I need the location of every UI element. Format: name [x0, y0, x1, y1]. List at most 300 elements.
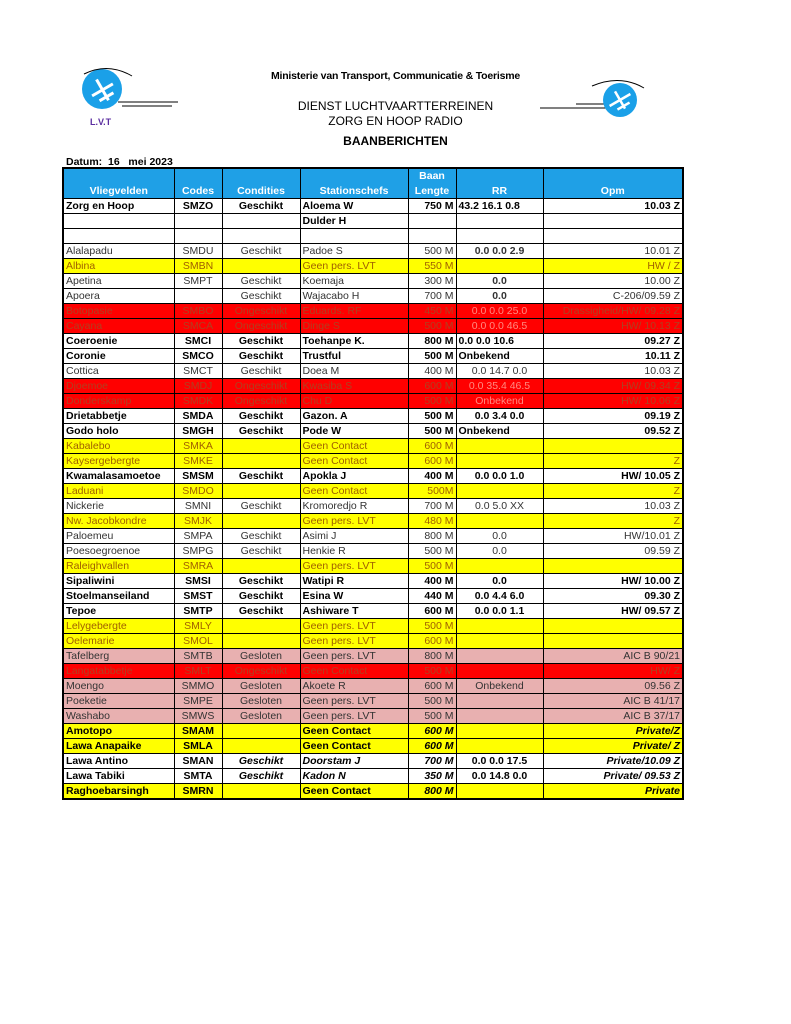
condition: Geschikt: [222, 754, 300, 769]
remarks: Private/ 09.53 Z: [543, 769, 683, 784]
table-row: [63, 574, 683, 589]
station-chief: Geen pers. LVT: [300, 619, 408, 634]
table-row: [63, 754, 683, 769]
remarks: Z: [543, 514, 683, 529]
airfield-name: Zorg en Hoop: [63, 199, 174, 214]
runway-length: 350 M: [408, 769, 456, 784]
runway-length: 800 M: [408, 784, 456, 800]
condition: Geschikt: [222, 349, 300, 364]
table-row: [63, 529, 683, 544]
table-row: [63, 469, 683, 484]
table-row: [63, 709, 683, 724]
airfield-name: Coeroenie: [63, 334, 174, 349]
airfield-code: SMRA: [174, 559, 222, 574]
condition: Geschikt: [222, 274, 300, 289]
table-row: [63, 589, 683, 604]
table-row: [63, 199, 683, 214]
runway-length: 700 M: [408, 754, 456, 769]
airfield-code: [174, 214, 222, 229]
airfield-code: SMKE: [174, 454, 222, 469]
remarks: HW/ 10.06 Z: [543, 394, 683, 409]
airfield-name: Paloemeu: [63, 529, 174, 544]
table-row: [63, 649, 683, 664]
condition: Geschikt: [222, 244, 300, 259]
col-stationschefs: Stationschefs: [300, 183, 408, 199]
airfield-code: [174, 229, 222, 244]
table-row: [63, 484, 683, 499]
rainfall: [456, 259, 543, 274]
airfield-name: Poeketie: [63, 694, 174, 709]
condition: Geschikt: [222, 529, 300, 544]
airfield-name: Laduani: [63, 484, 174, 499]
condition: Ongeschikt: [222, 664, 300, 679]
table-row: [63, 604, 683, 619]
airfield-code: SMNI: [174, 499, 222, 514]
remarks: AIC B 37/17: [543, 709, 683, 724]
table-row: [63, 289, 683, 304]
airfield-name: Lawa Anapaike: [63, 739, 174, 754]
station-chief: Koemaja: [300, 274, 408, 289]
remarks: 10.01 Z: [543, 244, 683, 259]
remarks: Private/ Z: [543, 739, 683, 754]
runway-length: 800 M: [408, 529, 456, 544]
runway-length: 500 M: [408, 664, 456, 679]
airfield-code: SMPE: [174, 694, 222, 709]
table-row: [63, 379, 683, 394]
airfield-code: SMRN: [174, 784, 222, 800]
airfield-name: [63, 229, 174, 244]
remarks: HW / Z: [543, 259, 683, 274]
airfield-code: SMLA: [174, 739, 222, 754]
airfield-code: SMSM: [174, 469, 222, 484]
rainfall: Onbekend: [456, 424, 543, 439]
runway-length: 400 M: [408, 574, 456, 589]
condition: Geschikt: [222, 469, 300, 484]
table-row: [63, 634, 683, 649]
remarks: HW/ 09.34 Z: [543, 379, 683, 394]
airfield-name: Raghoebarsingh: [63, 784, 174, 800]
airfield-code: [174, 289, 222, 304]
airfield-code: SMTP: [174, 604, 222, 619]
station-chief: Geen pers. LVT: [300, 649, 408, 664]
runway-length: 450 M: [408, 304, 456, 319]
condition: Ongeschikt: [222, 304, 300, 319]
airfield-code: SMMO: [174, 679, 222, 694]
runway-length: 700 M: [408, 289, 456, 304]
rainfall: [456, 634, 543, 649]
station-chief: Pode W: [300, 424, 408, 439]
rainfall: [456, 784, 543, 800]
page-title: BAANBERICHTEN: [343, 134, 448, 148]
airfield-name: Alalapadu: [63, 244, 174, 259]
airfield-name: Coronie: [63, 349, 174, 364]
airfield-name: Stoelmanseiland: [63, 589, 174, 604]
station-chief: Geen Contact: [300, 484, 408, 499]
station-chief: Dinge S: [300, 319, 408, 334]
remarks: HW/ 10.13 Z: [543, 319, 683, 334]
airfield-code: SMGH: [174, 424, 222, 439]
airfield-code: SMDU: [174, 244, 222, 259]
airfield-code: SMCI: [174, 334, 222, 349]
table-row: [63, 214, 683, 229]
station-chief: Geen Contact: [300, 739, 408, 754]
condition: [222, 454, 300, 469]
runway-length: 500 M: [408, 349, 456, 364]
condition: Geschikt: [222, 364, 300, 379]
remarks: Z: [543, 484, 683, 499]
station-chief: Geen pers. LVT: [300, 559, 408, 574]
col-codes: Codes: [174, 183, 222, 199]
airfield-code: SMKA: [174, 439, 222, 454]
condition: Geschikt: [222, 499, 300, 514]
runway-length: 500 M: [408, 394, 456, 409]
runway-length: 400 M: [408, 364, 456, 379]
airfield-name: Kaysergebergte: [63, 454, 174, 469]
station-chief: Watipi R: [300, 574, 408, 589]
table-row: [63, 244, 683, 259]
runway-length: 600 M: [408, 724, 456, 739]
station-chief: Geen pers. LVT: [300, 634, 408, 649]
col-opm: Opm: [543, 183, 683, 199]
runway-length: 440 M: [408, 589, 456, 604]
remarks: [543, 634, 683, 649]
condition: Geschikt: [222, 604, 300, 619]
airfield-name: Botopasie: [63, 304, 174, 319]
remarks: AIC B 41/17: [543, 694, 683, 709]
rainfall: 0.0 3.4 0.0: [456, 409, 543, 424]
station-chief: Doea M: [300, 364, 408, 379]
airfield-code: SMBO: [174, 304, 222, 319]
table-row: [63, 784, 683, 800]
runway-length: 500 M: [408, 544, 456, 559]
station-chief: Dulder H: [300, 214, 408, 229]
airfield-name: Oelemarie: [63, 634, 174, 649]
station-chief: Aloema W: [300, 199, 408, 214]
condition: [222, 214, 300, 229]
remarks: 10.03 Z: [543, 499, 683, 514]
condition: [222, 784, 300, 800]
table-row: [63, 739, 683, 754]
airfield-code: SMTA: [174, 769, 222, 784]
runway-length: 300 M: [408, 274, 456, 289]
remarks: HW/ 10.05 Z: [543, 469, 683, 484]
runway-length: 750 M: [408, 199, 456, 214]
table-row: [63, 349, 683, 364]
remarks: 09.19 Z: [543, 409, 683, 424]
airfield-code: SMAM: [174, 724, 222, 739]
airfield-name: Cottica: [63, 364, 174, 379]
airfield-name: Nw. Jacobkondre: [63, 514, 174, 529]
airfield-name: Lawa Tabiki: [63, 769, 174, 784]
station-chief: Geen pers. LVT: [300, 709, 408, 724]
runway-length: 500 M: [408, 619, 456, 634]
table-row: [63, 229, 683, 244]
airfield-name: Drietabbetje: [63, 409, 174, 424]
runway-length: 500M: [408, 484, 456, 499]
rainfall: 0.0 14.8 0.0: [456, 769, 543, 784]
rainfall: [456, 724, 543, 739]
ministry-title: Ministerie van Transport, Communicatie & Toerisme: [270, 70, 521, 82]
airfield-name: Lelygebergte: [63, 619, 174, 634]
rainfall: 0.0 5.0 XX: [456, 499, 543, 514]
runway-length: [408, 214, 456, 229]
airfield-code: SMDO: [174, 484, 222, 499]
airfield-code: SMZO: [174, 199, 222, 214]
station-chief: Geen Contact: [300, 439, 408, 454]
airfield-name: Washabo: [63, 709, 174, 724]
airfield-name: Apetina: [63, 274, 174, 289]
table-row: [63, 274, 683, 289]
runway-length: 500 M: [408, 694, 456, 709]
condition: [222, 439, 300, 454]
rainfall: [456, 664, 543, 679]
runway-length: 600 M: [408, 679, 456, 694]
airfield-name: Kwamalasamoetoe: [63, 469, 174, 484]
table-row: [63, 499, 683, 514]
remarks: Z: [543, 454, 683, 469]
table-row: [63, 259, 683, 274]
rainfall: 43.2 16.1 0.8: [456, 199, 543, 214]
airfield-name: Apoera: [63, 289, 174, 304]
runway-length: 600 M: [408, 454, 456, 469]
runway-length: 500 M: [408, 244, 456, 259]
remarks: HW/10.01 Z: [543, 529, 683, 544]
table-row: [63, 304, 683, 319]
runway-length: 600 M: [408, 634, 456, 649]
condition: [222, 559, 300, 574]
table-row: [63, 559, 683, 574]
airfield-code: SMCA: [174, 319, 222, 334]
airfield-code: SMPT: [174, 274, 222, 289]
remarks: HW/ Z: [543, 664, 683, 679]
runway-length: 600 M: [408, 379, 456, 394]
airfield-name: Kabalebo: [63, 439, 174, 454]
runway-length: 480 M: [408, 514, 456, 529]
runway-length: 500 M: [408, 409, 456, 424]
col-baan: Baan: [408, 168, 456, 183]
rainfall: [456, 514, 543, 529]
condition: [222, 619, 300, 634]
station-chief: Geen Contact: [300, 454, 408, 469]
condition: Geschikt: [222, 409, 300, 424]
runway-report-table: [62, 167, 684, 800]
condition: Geschikt: [222, 589, 300, 604]
station-chief: Ashiware T: [300, 604, 408, 619]
airfield-code: SMLT: [174, 664, 222, 679]
runway-length: 600 M: [408, 604, 456, 619]
rainfall: 0.0 0.0 1.1: [456, 604, 543, 619]
airfield-name: Tafelberg: [63, 649, 174, 664]
table-row: [63, 544, 683, 559]
airfield-code: SMSI: [174, 574, 222, 589]
condition: [222, 259, 300, 274]
runway-length: [408, 229, 456, 244]
station-chief: Geen Contact: [300, 664, 408, 679]
airfield-name: Nickerie: [63, 499, 174, 514]
condition: Geschikt: [222, 544, 300, 559]
runway-length: 800 M: [408, 649, 456, 664]
airfield-code: SMCO: [174, 349, 222, 364]
rainfall: 0.0: [456, 544, 543, 559]
table-row: [63, 619, 683, 634]
station-chief: Toehanpe K.: [300, 334, 408, 349]
lvt-logo-text: L.V.T: [90, 117, 112, 127]
runway-length: 700 M: [408, 499, 456, 514]
condition: [222, 724, 300, 739]
airfield-name: Lawa Antino: [63, 754, 174, 769]
rainfall: [456, 439, 543, 454]
condition: [222, 739, 300, 754]
remarks: Private/10.09 Z: [543, 754, 683, 769]
rainfall: [456, 559, 543, 574]
station-chief: Kwasiba S: [300, 379, 408, 394]
remarks: HW/ 10.00 Z: [543, 574, 683, 589]
rainfall: 0.0 0.0 25.0: [456, 304, 543, 319]
airfield-name: Poesoegroenoe: [63, 544, 174, 559]
col-lengte: Lengte: [408, 183, 456, 199]
remarks: 09.27 Z: [543, 334, 683, 349]
station-chief: Geen pers. LVT: [300, 694, 408, 709]
remarks: Drassigheid/HW/ 09.28 Z: [543, 304, 683, 319]
remarks: 10.00 Z: [543, 274, 683, 289]
station-chief: [300, 229, 408, 244]
dienst-title: DIENST LUCHTVAARTTERREINEN: [297, 99, 494, 113]
header-spacer: [63, 168, 174, 183]
airfield-name: Tepoe: [63, 604, 174, 619]
table-row: [63, 769, 683, 784]
airfield-name: Albina: [63, 259, 174, 274]
rainfall: [456, 454, 543, 469]
condition: Geschikt: [222, 424, 300, 439]
table-row: [63, 394, 683, 409]
rainfall: [456, 709, 543, 724]
station-chief: Geen Contact: [300, 724, 408, 739]
remarks: 09.59 Z: [543, 544, 683, 559]
station-title: ZORG EN HOOP RADIO: [328, 114, 463, 128]
station-chief: Geen pers. LVT: [300, 259, 408, 274]
remarks: 09.30 Z: [543, 589, 683, 604]
station-chief: Chu D: [300, 394, 408, 409]
airfield-code: SMDK: [174, 394, 222, 409]
rainfall: 0.0: [456, 529, 543, 544]
airfield-name: Donderskamp: [63, 394, 174, 409]
rainfall: 0.0: [456, 274, 543, 289]
runway-length: 500 M: [408, 424, 456, 439]
table-row: [63, 439, 683, 454]
runway-length: 800 M: [408, 334, 456, 349]
remarks: 09.56 Z: [543, 679, 683, 694]
condition: Gesloten: [222, 649, 300, 664]
airfield-name: Raleighvallen: [63, 559, 174, 574]
airfield-code: SMAN: [174, 754, 222, 769]
table-row: [63, 664, 683, 679]
rainfall: 0.0 0.0 46.5: [456, 319, 543, 334]
station-chief: Eduards. RF: [300, 304, 408, 319]
airfield-name: Sipaliwini: [63, 574, 174, 589]
condition: Geschikt: [222, 289, 300, 304]
station-chief: Akoete R: [300, 679, 408, 694]
remarks: 10.03 Z: [543, 364, 683, 379]
remarks: 10.03 Z: [543, 199, 683, 214]
station-chief: Henkie R: [300, 544, 408, 559]
station-chief: Esina W: [300, 589, 408, 604]
table-row: [63, 334, 683, 349]
rainfall: Onbekend: [456, 349, 543, 364]
airfield-name: Langatabbetje: [63, 664, 174, 679]
table-row: [63, 679, 683, 694]
runway-length: 500 M: [408, 709, 456, 724]
condition: Geschikt: [222, 574, 300, 589]
rainfall: [456, 484, 543, 499]
condition: Gesloten: [222, 694, 300, 709]
remarks: 09.52 Z: [543, 424, 683, 439]
station-chief: Kromoredjo R: [300, 499, 408, 514]
condition: Geschikt: [222, 769, 300, 784]
station-chief: Wajacabo H: [300, 289, 408, 304]
condition: Geschikt: [222, 199, 300, 214]
table-row: [63, 424, 683, 439]
remarks: [543, 619, 683, 634]
table-row: [63, 724, 683, 739]
condition: Gesloten: [222, 679, 300, 694]
runway-length: 400 M: [408, 469, 456, 484]
station-chief: Geen Contact: [300, 784, 408, 800]
rainfall: [456, 229, 543, 244]
airfield-code: SMBN: [174, 259, 222, 274]
airfield-name: Amotopo: [63, 724, 174, 739]
runway-length: 600 M: [408, 739, 456, 754]
station-chief: Kadon N: [300, 769, 408, 784]
col-condities: Condities: [222, 183, 300, 199]
condition: Ongeschikt: [222, 394, 300, 409]
condition: [222, 484, 300, 499]
condition: Ongeschikt: [222, 379, 300, 394]
station-chief: Doorstam J: [300, 754, 408, 769]
airfield-code: SMDA: [174, 409, 222, 424]
rainfall: 0.0 0.0 2.9: [456, 244, 543, 259]
runway-length: 500 M: [408, 559, 456, 574]
airfield-code: SMPA: [174, 529, 222, 544]
airfield-name: [63, 214, 174, 229]
airfield-name: Godo holo: [63, 424, 174, 439]
station-chief: Gazon. A: [300, 409, 408, 424]
airfield-code: SMTB: [174, 649, 222, 664]
condition: [222, 634, 300, 649]
rainfall: 0.0 14.7 0.0: [456, 364, 543, 379]
airfield-code: SMWS: [174, 709, 222, 724]
table-row: [63, 409, 683, 424]
station-chief: Trustful: [300, 349, 408, 364]
rainfall: 0.0: [456, 289, 543, 304]
rainfall: [456, 619, 543, 634]
condition: Geschikt: [222, 334, 300, 349]
airfield-code: SMDJ: [174, 379, 222, 394]
rainfall: 0.0 0.0 10.6: [456, 334, 543, 349]
remarks: Private/Z: [543, 724, 683, 739]
runway-length: 500 M: [408, 319, 456, 334]
airfield-name: Djoemoe: [63, 379, 174, 394]
station-chief: Asimi J: [300, 529, 408, 544]
runway-length: 550 M: [408, 259, 456, 274]
remarks: [543, 214, 683, 229]
station-chief: Geen pers. LVT: [300, 514, 408, 529]
rainfall: [456, 694, 543, 709]
rainfall: 0.0: [456, 574, 543, 589]
airfield-code: SMPG: [174, 544, 222, 559]
condition: [222, 229, 300, 244]
rainfall: [456, 214, 543, 229]
rainfall: 0.0 4.4 6.0: [456, 589, 543, 604]
